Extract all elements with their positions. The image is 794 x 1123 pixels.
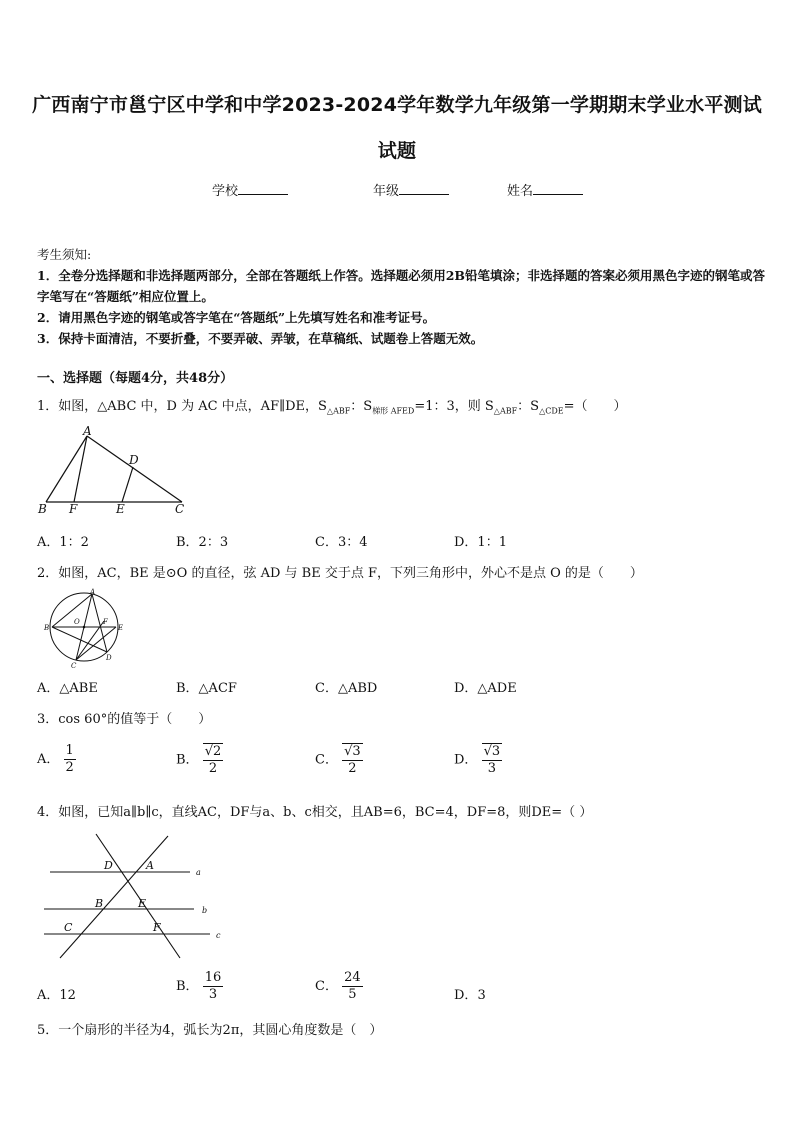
fig1-label-d: D <box>129 453 139 467</box>
fig2-label-c: C <box>71 662 77 670</box>
notes-heading: 考生须知: <box>37 247 92 262</box>
school-blank[interactable] <box>238 182 288 195</box>
q1-option-c[interactable]: C．3：4 <box>315 535 368 550</box>
fig1-label-c: C <box>175 502 185 516</box>
fig4-label-e: E <box>138 897 147 910</box>
fig4-label-b: B <box>95 897 104 910</box>
q3-option-b[interactable]: B． $\frac{√2}{2}$ <box>176 744 222 776</box>
fig1-label-f: F <box>69 502 78 516</box>
note-item-1: 1．全卷分选择题和非选择题两部分，全部在答题纸上作答。选择题必须用2B铅笔填涂；非选择题的答案必须用黑色字迹的钢笔或答字笔写在“答题纸”相应位置上。 <box>37 268 765 304</box>
fig2-label-f: F <box>103 618 108 626</box>
name-label: 姓名 <box>507 184 534 199</box>
q3-option-d[interactable]: D． $\frac{√3}{3}$ <box>454 744 501 776</box>
question-3-text: 3．cos 60°的值等于（ ） <box>37 712 212 727</box>
q2-option-d[interactable]: D．△ADE <box>454 681 517 696</box>
fig2-label-e: E <box>118 624 124 632</box>
q4-option-c[interactable]: C． $\frac{24}{5}$ <box>315 970 361 1002</box>
note-item-3: 3．保持卡面清洁，不要折叠，不要弄破、弄皱，在草稿纸、试题卷上答题无效。 <box>37 331 484 346</box>
grade-label: 年级 <box>373 184 400 199</box>
fig4-label-d: D <box>104 859 113 872</box>
page-title <box>30 82 764 174</box>
q2-option-b[interactable]: B．△ACF <box>176 681 237 696</box>
fig1-label-b: B <box>38 502 47 516</box>
fig4-label-line-c: c <box>216 931 221 940</box>
title-line-1: 广西南宁市邕宁区中学和中学2023-2024学年数学九年级第一学期期末学业水平测试 <box>32 94 762 116</box>
name-blank[interactable] <box>533 182 583 195</box>
question-1-figure <box>34 424 190 516</box>
student-info-row <box>0 180 794 202</box>
fig4-label-f: F <box>153 921 161 934</box>
fig2-label-a: A <box>90 588 96 596</box>
exam-notes <box>37 244 767 349</box>
fig1-label-a: A <box>83 424 92 438</box>
q3-option-c[interactable]: C． $\frac{√3}{2}$ <box>315 744 361 776</box>
question-4-figure <box>40 830 230 962</box>
school-label: 学校 <box>212 184 239 199</box>
q1-option-a[interactable]: A．1：2 <box>37 535 89 550</box>
question-2-figure <box>40 588 126 670</box>
q1-option-d[interactable]: D．1：1 <box>454 535 507 550</box>
fig1-label-e: E <box>116 502 125 516</box>
fig2-label-o: O <box>74 618 80 626</box>
question-4-text: 4．如图，已知a∥b∥c，直线AC，DF与a、b、c相交，且AB=6，BC=4，DF=8，则DE=（ ） <box>37 805 593 820</box>
q2-option-a[interactable]: A．△ABE <box>37 681 98 696</box>
fig2-label-d: D <box>106 654 112 662</box>
question-2-text: 2．如图，AC，BE 是⊙O 的直径，弦 AD 与 BE 交于点 F，下列三角形中，外心不是点 O 的是（ ） <box>37 566 643 581</box>
grade-blank[interactable] <box>399 182 449 195</box>
q4-option-d[interactable]: D．3 <box>454 988 486 1003</box>
fig4-label-line-a: a <box>196 868 201 877</box>
q2-option-c[interactable]: C．△ABD <box>315 681 378 696</box>
fig2-center-point <box>83 626 86 629</box>
fig4-label-a: A <box>146 859 154 872</box>
fig4-label-c: C <box>64 921 73 934</box>
q4-option-a[interactable]: A．12 <box>37 988 76 1003</box>
fig2-label-b: B <box>44 624 50 632</box>
question-5-text: 5．一个扇形的半径为4，弧长为2π，其圆心角度数是（ ） <box>37 1023 383 1038</box>
note-item-2: 2．请用黑色字迹的钢笔或答字笔在“答题纸”上先填写姓名和准考证号。 <box>37 310 436 325</box>
school-field[interactable] <box>212 180 288 199</box>
q1-option-b[interactable]: B．2：3 <box>176 535 229 550</box>
question-1-text: 1．如图，△ABC 中，D 为 AC 中点，AF∥DE，$S_{\triangle ABF}$：$S_{梯形 AFED}=1$：3，则 $S_{\triangle ABF}$：$S_{\triangle CDE}=$（ ） <box>37 399 627 416</box>
section-heading: 一、选择题（每题4分，共48分） <box>37 371 234 386</box>
grade-field[interactable] <box>373 180 449 199</box>
name-field[interactable] <box>507 180 583 199</box>
q3-option-a[interactable]: A． $\frac{1}{2}$ <box>37 743 74 775</box>
title-line-2: 试题 <box>377 140 417 162</box>
fig4-label-line-b: b <box>202 906 208 915</box>
q4-option-b[interactable]: B． $\frac{16}{3}$ <box>176 970 222 1002</box>
